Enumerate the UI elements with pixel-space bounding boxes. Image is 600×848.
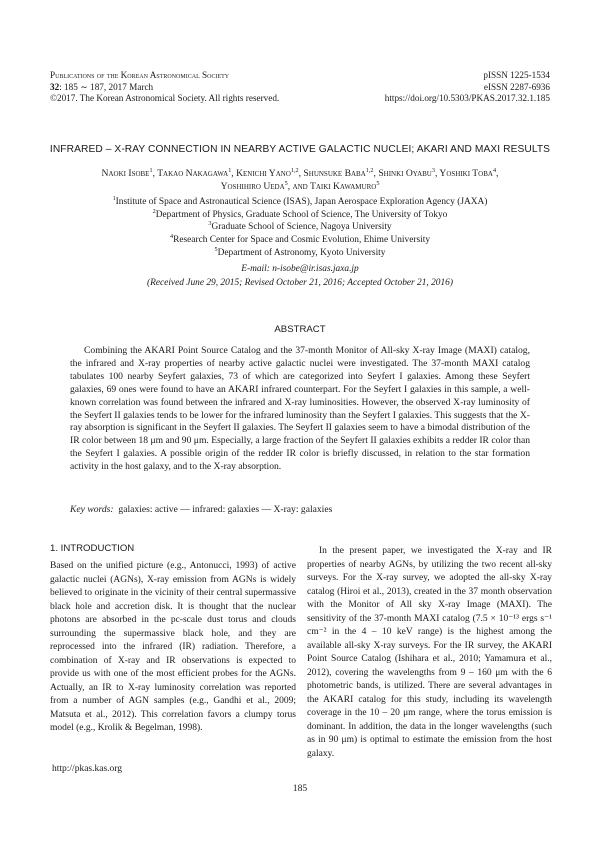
email[interactable]: E-mail: n-isobe@ir.isas.jaxa.jp — [241, 263, 359, 274]
keywords-label: Key words: — [70, 504, 114, 515]
author-conjunction: and — [292, 181, 308, 192]
running-header-right — [385, 70, 550, 105]
affiliation-number: 2 — [152, 207, 156, 215]
affiliation — [50, 221, 550, 234]
volume-number: 32 — [50, 81, 60, 92]
running-header-left — [50, 70, 279, 105]
author-superscript: 1,2 — [365, 166, 374, 174]
affiliation — [50, 234, 550, 247]
footnote-url[interactable]: http://pkas.kas.org — [52, 764, 123, 774]
author: Kenichi Yano — [236, 168, 291, 179]
affiliation — [50, 247, 550, 260]
affiliation-text: Graduate School of Science, Nagoya University — [211, 222, 392, 233]
volume-line — [50, 82, 279, 94]
intro-right-column: In the present paper, we investigated the X-ray and IR properties of nearby AGNs, by utilizing the two recent all-sky surveys. For the X-ray survey, we adopted the all-sky X-ray catalog (Hiroi et al., 2013), created in the 37 month observation with the Monitor of All sky X-ray Image (MAXI). The sensitivity of the 37-month MAXI catalog (7.5 × 10⁻¹³ ergs s⁻¹ cm⁻² in the 4 – 10 keV range) is the highest among the available all-sky X-ray surveys. For the IR survey, the AKARI Point Source Catalog (Ishihara et al., 2010; Yamamura et al., 2012), covering the wavelengths from 9 – 160 μm with the 6 photometric bands, is utilized. There are several advantages in the AKARI catalog for this study, including its wavelength coverage in the 10 – 20 μm range, where the torus emission is dominant. In addition, the data in the longer wavelengths (such as in 90 μm) is optimal to estimate the emission from the host galaxy. — [307, 546, 552, 759]
affiliation-text: Department of Astronomy, Kyoto University — [217, 247, 386, 258]
page-number: 185 — [292, 783, 308, 794]
affiliation-text: Research Center for Space and Cosmic Evolution, Ehime University — [173, 235, 431, 246]
affiliation — [50, 209, 550, 222]
author-superscript: 5 — [284, 179, 288, 187]
affiliation-number: 1 — [112, 194, 116, 202]
author: Naoki Isobe — [101, 168, 150, 179]
abstract-heading: ABSTRACT — [274, 324, 326, 335]
author: Yoshihiro Ueda — [220, 181, 285, 192]
keywords-text: galaxies: active — infrared: galaxies — X-ray: galaxies — [118, 504, 333, 515]
author: Taiki Kawamuro — [309, 181, 377, 192]
affiliation-text: Department of Physics, Graduate School of Science, The University of Tokyo — [155, 209, 448, 220]
pages-date: : 185 ∼ 187, 2017 March — [59, 81, 154, 92]
author-superscript: 1 — [149, 166, 153, 174]
author: Takao Nakagawa — [157, 168, 229, 179]
author-superscript: 1 — [228, 166, 232, 174]
author-line-2: Yoshihiro Ueda$^5$, and Taiki Kawamuro$^5$ — [220, 179, 380, 192]
author-superscript: 4 — [492, 166, 497, 174]
footnote-separator — [50, 755, 296, 756]
author-line-1: Naoki Isobe$^1$, Takao Nakagawa$^1$, Kenichi Yano$^{1,2}$, Shunsuke Baba$^{1,2}$, Shinki Oyabu$^3$, Yoshiki Toba$^4$, — [101, 166, 499, 179]
affiliation-number: 5 — [214, 245, 218, 253]
author-superscript: 5 — [376, 179, 380, 187]
affiliation-list — [50, 196, 550, 275]
author: Shinki Oyabu — [378, 168, 432, 179]
author: Yoshiki Toba — [439, 168, 493, 179]
eissn: eISSN 2287-6936 — [483, 81, 550, 92]
author: Shunsuke Baba — [303, 168, 366, 179]
keywords — [70, 504, 530, 517]
author-superscript: 1,2 — [290, 166, 299, 174]
affiliation-text: Institute of Space and Astronautical Science (ISAS), Japan Aerospace Exploration Agency (JAXA) — [115, 197, 488, 207]
affiliation-number: 4 — [169, 232, 174, 240]
author-list — [50, 167, 550, 193]
received-dates: (Received June 29, 2015; Revised October 21, 2016; Accepted October 21, 2016) — [147, 278, 453, 288]
intro-left-column: Based on the unified picture (e.g., Antonucci, 1993) of active galactic nuclei (AGNs), X-ray emission from AGNs is widely believed to originate in the vicinity of their central supermassive black hole and accretion disk. It is thought that the nuclear photons are absorbed in the pc-scale dust torus and clouds surrounding the supermassive black hole, and they are reprocessed into the infrared (IR) radiation. Therefore, a combination of X-ray and IR observations is expected to provide us with one of the most efficient probes for the AGNs. Actually, an IR to X-ray luminosity correlation was reported from a number of AGN samples (e.g., Gandhi et al., 2009; Matsuta et al., 2012). This correlation favors a clumpy torus model (e.g., Krolik & Begelman, 1998). — [50, 561, 296, 733]
section-heading-introduction: 1. INTRODUCTION — [50, 543, 135, 554]
doi-link[interactable]: https://doi.org/10.5303/PKAS.2017.32.1.185 — [384, 93, 550, 103]
paper-title: INFRARED – X-RAY CONNECTION IN NEARBY ACTIVE GALACTIC NUCLEI; AKARI AND MAXI RESULTS — [49, 144, 551, 155]
author-superscript: 3 — [431, 166, 435, 174]
journal-name: Publications of the Korean Astronomical Society — [50, 70, 230, 80]
affiliation — [50, 196, 550, 209]
copyright: ©2017. The Korean Astronomical Society. All rights reserved. — [50, 93, 280, 103]
abstract-body: Combining the AKARI Point Source Catalog and the 37-month Monitor of All-sky X-ray Image (MAXI) catalog, the infrared and X-ray properties of nearby active galactic nuclei were investigated. The 37-month MAXI catalog tabulates 100 nearby Seyfert galaxies, 73 of which are categorized into Seyfert I galaxies. Among these Seyfert galaxies, 69 ones were found to have an AKARI infrared counterpart. For the Seyfert I galaxies in this sample, a well-known correlation was found between the infrared and X-ray luminosities. However, the observed X-ray luminosity of the Seyfert II galaxies tends to be lower for the infrared luminosity than the Seyfert I galaxies. This suggests that the X-ray absorption is significant in the Seyfert II galaxies. The Seyfert II galaxies seem to have a bimodal distribution of the IR color between 18 μm and 90 μm. Especially, a large fraction of the Seyfert II galaxies exhibits a redder IR color than the Seyfert I galaxies. A possible origin of the redder IR color is briefly discussed, in relation to the star formation activity in the host galaxy, and to the X-ray absorption. — [70, 345, 530, 473]
pissn: pISSN 1225-1534 — [483, 70, 550, 80]
affiliation-number: 3 — [208, 220, 212, 228]
